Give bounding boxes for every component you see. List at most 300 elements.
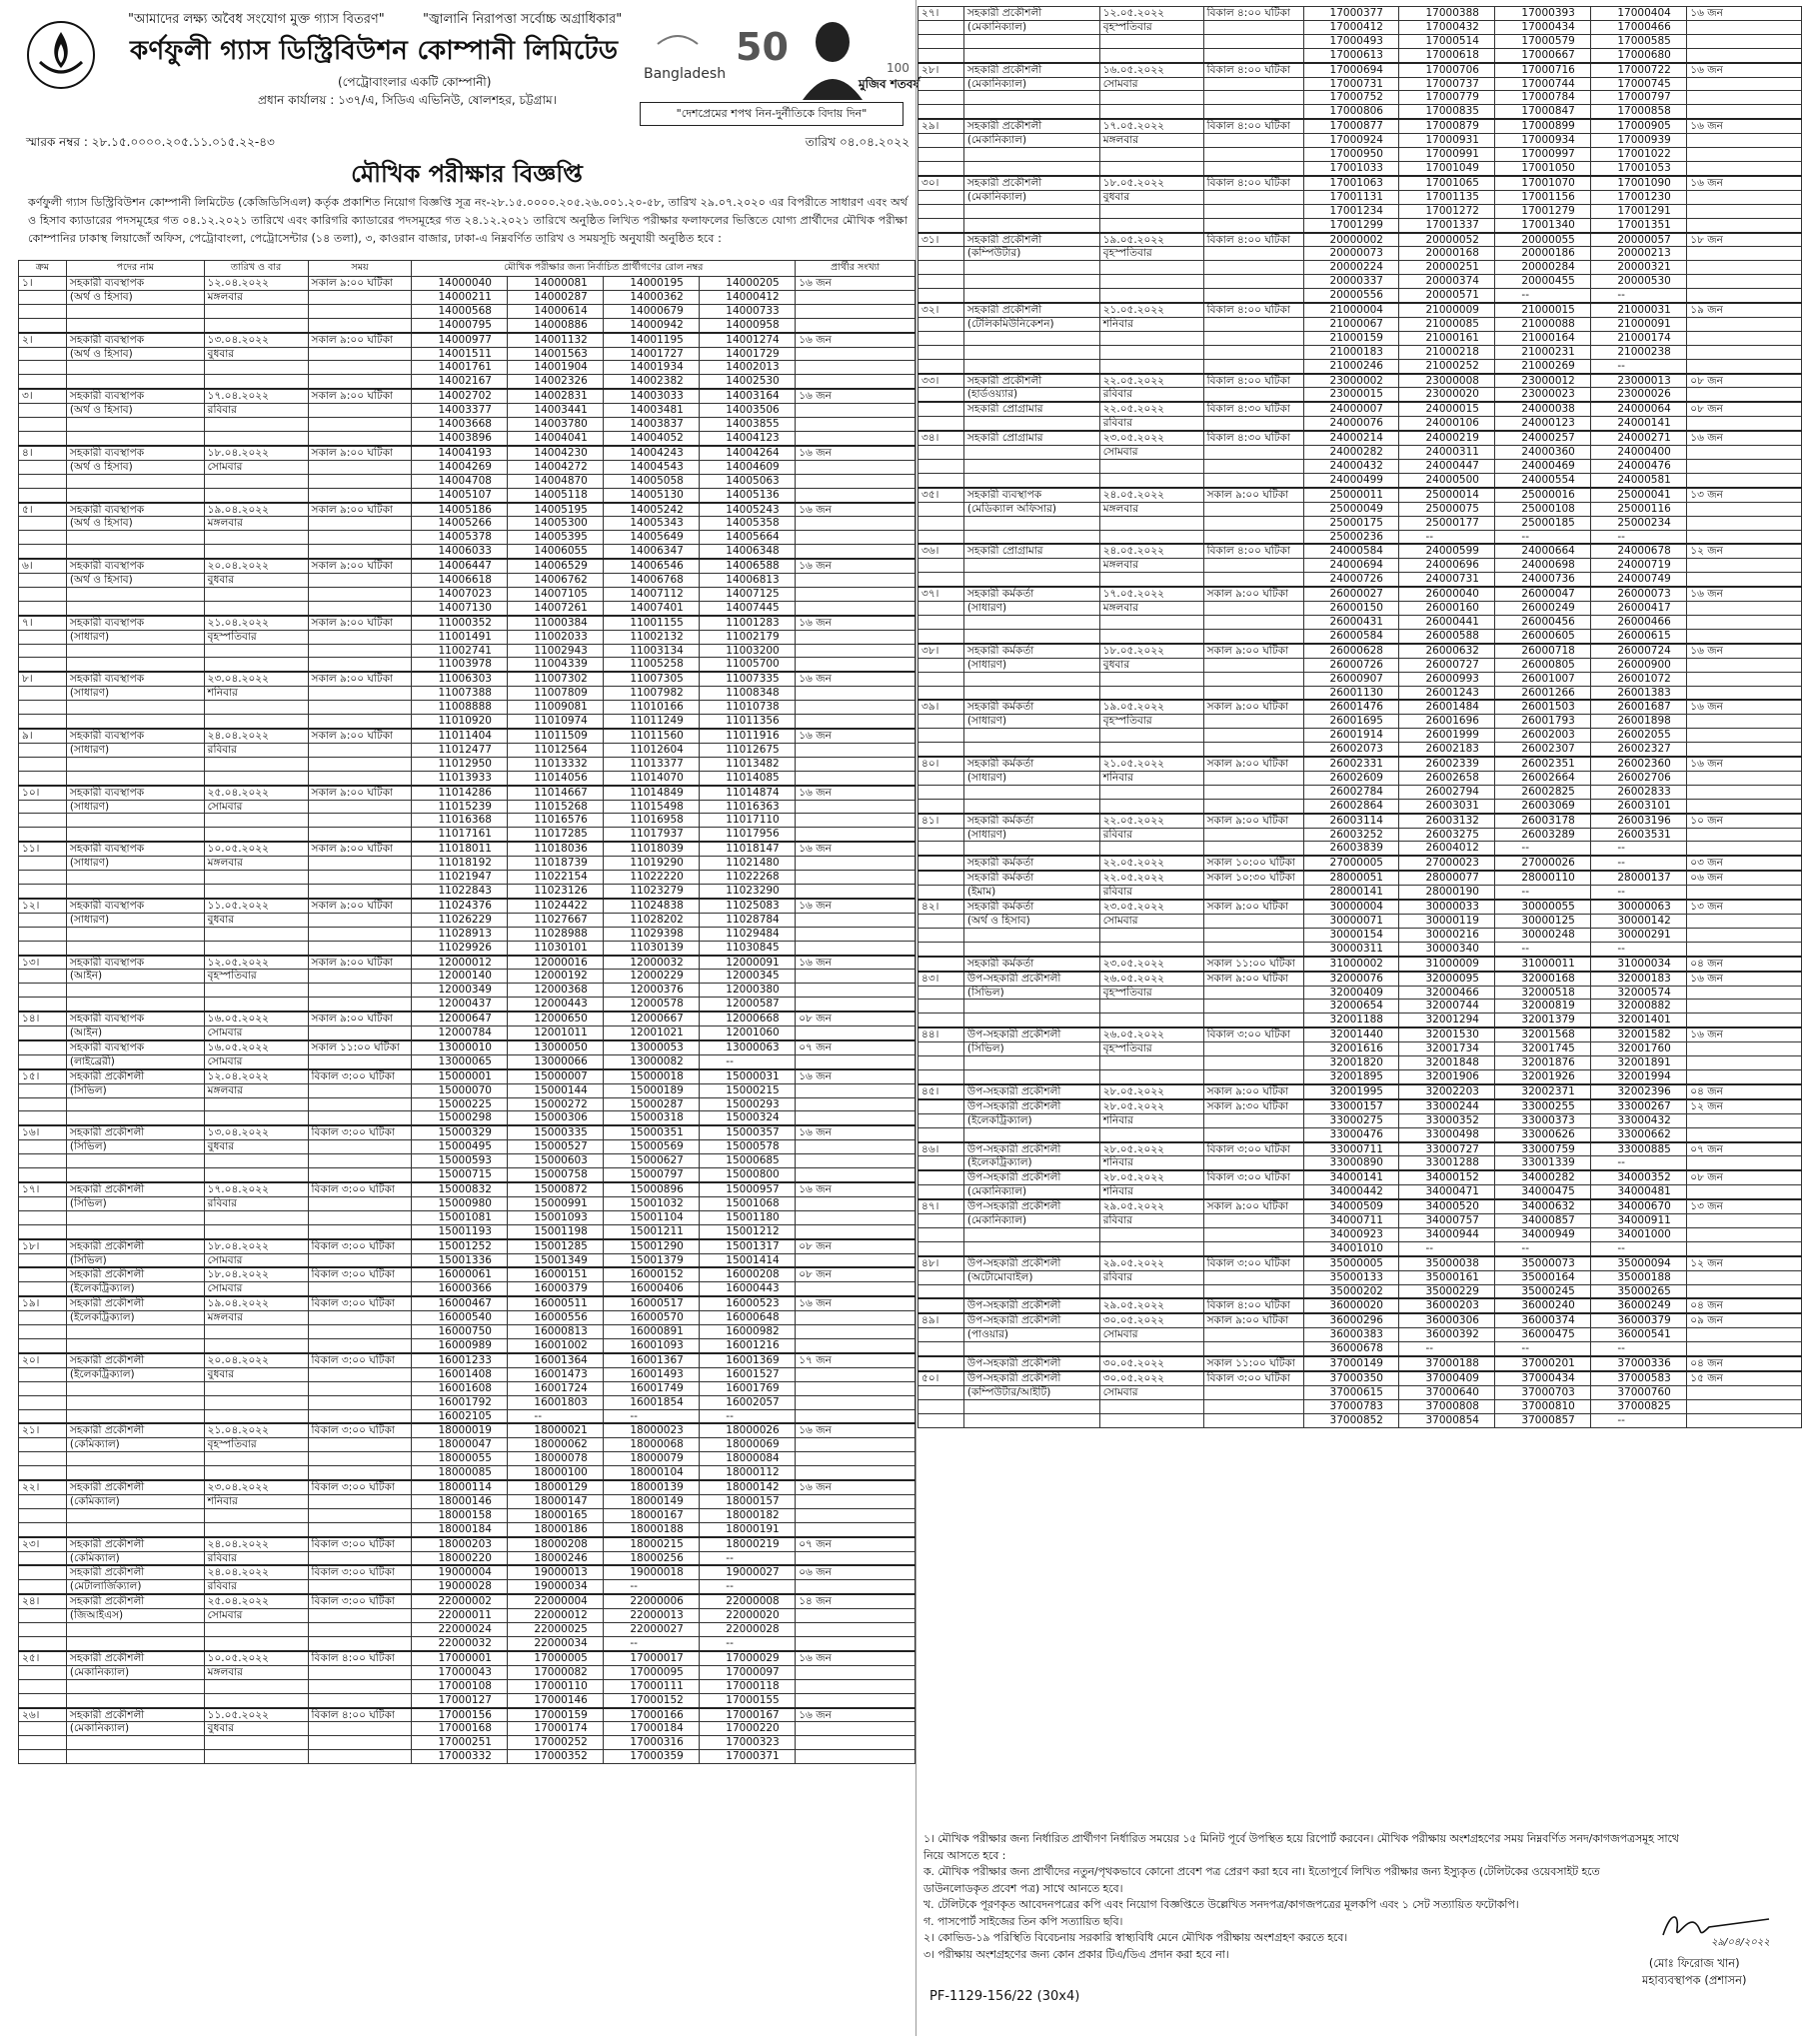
roll-cell: 20000213 — [1591, 247, 1687, 261]
table-row — [19, 687, 915, 701]
roll-cell: 11011560 — [604, 729, 700, 743]
post-cell: উপ-সহকারী প্রকৌশলী — [963, 1356, 1099, 1371]
table-row — [918, 828, 1802, 842]
table-row — [19, 956, 915, 970]
table-row — [19, 1480, 915, 1494]
roll-cell: 14001904 — [508, 361, 604, 375]
post-cell: (সাধারণ) — [66, 743, 204, 757]
roll-cell: 14001274 — [700, 333, 796, 347]
roll-cell: 37000615 — [1303, 1385, 1399, 1399]
roll-cell: 33000759 — [1495, 1142, 1591, 1156]
date-cell: বুধবার — [204, 1722, 308, 1736]
post-cell: (লাইব্রেরী) — [66, 1054, 204, 1068]
roll-cell: 16000151 — [508, 1267, 604, 1281]
roll-cell: 17000252 — [508, 1736, 604, 1750]
time-cell — [308, 361, 412, 375]
roll-cell: 17000110 — [508, 1679, 604, 1693]
roll-cell: 37000783 — [1303, 1399, 1399, 1413]
roll-cell: 23000020 — [1399, 388, 1495, 402]
time-cell: সকাল ১০:৩০ ঘটিকা — [1203, 871, 1303, 885]
roll-cell: 15001379 — [604, 1253, 700, 1267]
count-cell — [1687, 828, 1802, 842]
serial-cell — [19, 1311, 67, 1325]
serial-cell — [19, 290, 67, 304]
post-cell — [963, 417, 1099, 431]
count-cell: ১৬ জন — [796, 389, 915, 403]
note-line: ২। কোভিড-১৯ পরিস্থিতি বিবেচনায় সরকারি স্বাস্থ্যবিধি মেনে মৌখিক পরীক্ষায় অংশগ্রহণ করতে হবে। — [923, 1931, 1348, 1944]
roll-cell: 18000219 — [700, 1537, 796, 1551]
count-cell — [1687, 686, 1802, 700]
post-cell — [66, 1381, 204, 1395]
serial-cell — [19, 318, 67, 332]
roll-cell: 18000191 — [700, 1522, 796, 1536]
table-row — [918, 1313, 1802, 1327]
table-row — [918, 431, 1802, 445]
roll-cell: 21000015 — [1495, 303, 1591, 317]
roll-cell: 17001065 — [1399, 176, 1495, 190]
table-row — [918, 1142, 1802, 1156]
count-cell — [1687, 204, 1802, 218]
count-cell — [1687, 729, 1802, 743]
post-cell — [66, 771, 204, 785]
time-cell: সকাল ৯:৩০ ঘটিকা — [1203, 1099, 1303, 1113]
table-row — [918, 359, 1802, 373]
serial-cell — [918, 1227, 964, 1241]
count-cell: ১৬ জন — [1687, 431, 1802, 445]
roll-cell: 34001010 — [1303, 1241, 1399, 1255]
time-cell: সকাল ৯:০০ ঘটিকা — [308, 842, 412, 856]
date-cell — [1099, 1241, 1203, 1255]
serial-cell — [918, 1056, 964, 1070]
roll-cell: 33000432 — [1591, 1113, 1687, 1127]
table-row — [19, 757, 915, 771]
serial-cell — [918, 686, 964, 700]
time-cell — [308, 1196, 412, 1210]
roll-cell: 24000749 — [1591, 573, 1687, 587]
roll-cell: 14002831 — [508, 389, 604, 403]
roll-cell: 11011404 — [412, 729, 508, 743]
date-cell — [1099, 359, 1203, 373]
table-row — [918, 1385, 1802, 1399]
roll-cell: 30000033 — [1399, 900, 1495, 914]
time-cell: বিকাল ৩:০০ ঘটিকা — [1203, 1256, 1303, 1270]
serial-cell — [918, 915, 964, 929]
header-time: সময় — [308, 261, 412, 277]
table-row — [918, 48, 1802, 62]
roll-cell: 35000161 — [1399, 1270, 1495, 1284]
count-cell: ০৮ জন — [1687, 1170, 1802, 1184]
roll-cell: 26000466 — [1591, 615, 1687, 629]
time-cell — [308, 587, 412, 601]
roll-cell: 16001803 — [508, 1395, 604, 1409]
header-count: প্রার্থীর সংখ্যা — [796, 261, 915, 277]
roll-cell: 18000068 — [604, 1438, 700, 1452]
roll-cell: 11021947 — [412, 871, 508, 885]
schedule-table-right — [917, 6, 1802, 1428]
serial-cell: ৪৬। — [918, 1142, 964, 1156]
roll-cell: 30000340 — [1399, 942, 1495, 956]
count-cell — [1687, 743, 1802, 757]
time-cell — [308, 701, 412, 715]
roll-cell: 15000991 — [508, 1196, 604, 1210]
roll-cell: 32002371 — [1495, 1084, 1591, 1099]
roll-cell: 25000014 — [1399, 488, 1495, 502]
table-row — [19, 998, 915, 1012]
table-row — [19, 913, 915, 927]
count-cell — [1687, 275, 1802, 289]
date-cell — [1099, 743, 1203, 757]
roll-cell: 17000991 — [1399, 148, 1495, 162]
count-cell — [796, 1466, 915, 1480]
time-cell: বিকাল ৩:০০ ঘটিকা — [308, 1423, 412, 1437]
roll-cell: 18000188 — [604, 1522, 700, 1536]
roll-cell: 26001503 — [1495, 700, 1591, 714]
date-cell: ২০.০৪.২০২২ — [204, 1353, 308, 1367]
post-cell — [963, 672, 1099, 686]
roll-cell: 35000038 — [1399, 1256, 1495, 1270]
roll-cell: 36000541 — [1591, 1328, 1687, 1342]
serial-cell: ২৭। — [918, 7, 964, 21]
table-row — [19, 1097, 915, 1111]
serial-cell — [19, 1040, 67, 1054]
post-cell — [66, 828, 204, 842]
table-row — [918, 1413, 1802, 1427]
roll-cell: 12000650 — [508, 1012, 604, 1025]
roll-cell: 12000192 — [508, 970, 604, 984]
roll-cell: 26000441 — [1399, 615, 1495, 629]
roll-cell: 18000167 — [604, 1508, 700, 1522]
table-row — [19, 1210, 915, 1224]
post-cell — [963, 1127, 1099, 1141]
roll-cell: 24000476 — [1591, 460, 1687, 474]
roll-cell: 15000980 — [412, 1196, 508, 1210]
roll-cell: 35000202 — [1303, 1284, 1399, 1298]
time-cell — [308, 1154, 412, 1168]
date-cell: ২৫.০৪.২০২২ — [204, 1594, 308, 1608]
count-cell — [796, 318, 915, 332]
roll-cell: 11007302 — [508, 672, 604, 686]
post-cell: (মেকানিক্যাল) — [963, 77, 1099, 91]
roll-cell: 14002013 — [700, 361, 796, 375]
date-cell: ২২.০৫.২০২২ — [1099, 856, 1203, 871]
date-cell — [1099, 942, 1203, 956]
roll-cell: 14007105 — [508, 587, 604, 601]
table-row — [19, 984, 915, 998]
time-cell: বিকাল ৩:০০ ঘটিকা — [308, 1182, 412, 1196]
count-cell — [796, 1196, 915, 1210]
roll-cell: 16000813 — [508, 1325, 604, 1339]
serial-cell — [19, 1026, 67, 1040]
time-cell — [1203, 48, 1303, 62]
table-row — [918, 757, 1802, 771]
post-cell: (কম্পিউটার/আইটি) — [963, 1385, 1099, 1399]
roll-cell: 17000858 — [1591, 105, 1687, 119]
date-cell: ১৮.০৪.২০২২ — [204, 1239, 308, 1253]
date-cell: ১২.০৪.২০২২ — [204, 1069, 308, 1083]
table-row — [19, 672, 915, 686]
count-cell — [1687, 1342, 1802, 1356]
table-row — [918, 516, 1802, 530]
post-cell: (মেটালার্জিক্যাল) — [66, 1580, 204, 1594]
table-row — [918, 91, 1802, 105]
roll-cell: 36000392 — [1399, 1328, 1495, 1342]
roll-cell: 26002351 — [1495, 757, 1591, 771]
roll-cell: 34000711 — [1303, 1214, 1399, 1228]
roll-cell: 23000002 — [1303, 374, 1399, 388]
roll-cell: 26000588 — [1399, 629, 1495, 643]
time-cell — [1203, 317, 1303, 331]
count-cell — [796, 517, 915, 531]
roll-cell: 14005186 — [412, 503, 508, 517]
count-cell — [1687, 1284, 1802, 1298]
serial-cell: ১৫। — [19, 1069, 67, 1083]
roll-cell: 21000091 — [1591, 317, 1687, 331]
date-cell — [204, 1637, 308, 1651]
roll-cell: 22000020 — [700, 1609, 796, 1623]
roll-cell: 15001093 — [508, 1210, 604, 1224]
roll-cell: 17000095 — [604, 1665, 700, 1679]
count-cell — [796, 970, 915, 984]
roll-cell: 18000142 — [700, 1480, 796, 1494]
roll-cell: 17000393 — [1495, 7, 1591, 21]
post-cell: (অর্থ ও হিসাব) — [66, 404, 204, 418]
serial-cell — [918, 957, 964, 972]
roll-cell: 11030845 — [700, 941, 796, 955]
roll-cell: 20000002 — [1303, 233, 1399, 247]
serial-cell — [918, 502, 964, 516]
table-row — [19, 941, 915, 955]
roll-cell: 32001530 — [1399, 1027, 1495, 1041]
roll-cell: 34000475 — [1495, 1185, 1591, 1199]
count-cell — [1687, 1270, 1802, 1284]
post-cell — [963, 1241, 1099, 1255]
time-cell — [308, 828, 412, 842]
time-cell — [308, 404, 412, 418]
roll-cell: 15000578 — [700, 1140, 796, 1154]
roll-cell: 18000158 — [412, 1508, 508, 1522]
count-cell: ১৬ জন — [1687, 757, 1802, 771]
roll-cell: 26001898 — [1591, 715, 1687, 729]
roll-cell: 21000246 — [1303, 359, 1399, 373]
serial-cell — [918, 161, 964, 175]
roll-cell: 11000384 — [508, 616, 604, 630]
roll-cell: 11017110 — [700, 814, 796, 828]
date-cell: ১৭.০৪.২০২২ — [204, 1182, 308, 1196]
count-cell: ১৬ জন — [796, 1296, 915, 1310]
post-cell: সহকারী ব্যবস্থাপক — [66, 503, 204, 517]
serial-cell — [918, 218, 964, 232]
table-row — [918, 658, 1802, 672]
roll-cell: 18000021 — [508, 1423, 604, 1437]
count-cell — [796, 1438, 915, 1452]
roll-cell: 20000374 — [1399, 275, 1495, 289]
date-cell — [204, 658, 308, 672]
roll-cell: -- — [1495, 1342, 1591, 1356]
roll-cell: 26002658 — [1399, 771, 1495, 785]
roll-cell: 17000706 — [1399, 63, 1495, 77]
time-cell — [308, 1381, 412, 1395]
table-row — [19, 503, 915, 517]
time-cell — [308, 1693, 412, 1707]
roll-cell: 14007445 — [700, 601, 796, 615]
serial-cell — [918, 331, 964, 345]
post-cell — [963, 105, 1099, 119]
serial-cell — [19, 884, 67, 898]
post-cell: (কেমিক্যাল) — [66, 1551, 204, 1565]
post-cell — [963, 799, 1099, 813]
table-row — [918, 77, 1802, 91]
table-row — [19, 1466, 915, 1480]
roll-cell: 32001820 — [1303, 1056, 1399, 1070]
count-cell — [1687, 602, 1802, 616]
roll-cell: 14003780 — [508, 418, 604, 432]
serial-cell — [19, 984, 67, 998]
count-cell — [796, 574, 915, 588]
count-cell: ১২ জন — [1687, 1099, 1802, 1113]
roll-cell: 15001081 — [412, 1210, 508, 1224]
time-cell — [1203, 743, 1303, 757]
roll-cell: 11013933 — [412, 771, 508, 785]
serial-cell — [918, 204, 964, 218]
serial-cell — [918, 1342, 964, 1356]
roll-cell: 17000146 — [508, 1693, 604, 1707]
count-cell — [796, 1637, 915, 1651]
post-cell — [963, 785, 1099, 799]
date-cell: রবিবার — [1099, 828, 1203, 842]
roll-cell: 11016363 — [700, 800, 796, 814]
roll-cell: -- — [604, 1580, 700, 1594]
time-cell — [308, 757, 412, 771]
roll-cell: 26003252 — [1303, 828, 1399, 842]
serial-cell — [19, 644, 67, 658]
roll-cell: 20000251 — [1399, 261, 1495, 275]
count-cell: ১৬ জন — [1687, 587, 1802, 601]
post-cell — [66, 1210, 204, 1224]
roll-cell: 16001233 — [412, 1353, 508, 1367]
time-cell — [308, 431, 412, 445]
time-cell: সকাল ৯:০০ ঘটিকা — [1203, 1313, 1303, 1327]
date-cell: ২১.০৪.২০২২ — [204, 1423, 308, 1437]
roll-cell: 21000164 — [1495, 331, 1591, 345]
count-cell — [796, 1580, 915, 1594]
roll-cell: 15001336 — [412, 1253, 508, 1267]
table-row — [19, 1594, 915, 1608]
date-cell: ১০.০৫.২০২২ — [204, 842, 308, 856]
roll-cell: 21000031 — [1591, 303, 1687, 317]
count-cell — [1687, 942, 1802, 956]
roll-cell: 13000053 — [604, 1040, 700, 1054]
serial-cell — [918, 1099, 964, 1113]
roll-cell: 15000018 — [604, 1069, 700, 1083]
time-cell — [1203, 715, 1303, 729]
time-cell — [308, 1282, 412, 1296]
table-row — [918, 247, 1802, 261]
roll-cell: -- — [1591, 1241, 1687, 1255]
table-row — [19, 871, 915, 885]
date-cell: ৩০.০৫.২০২২ — [1099, 1356, 1203, 1371]
count-cell — [1687, 573, 1802, 587]
roll-cell: 26000040 — [1399, 587, 1495, 601]
roll-cell: -- — [1591, 530, 1687, 544]
date-cell — [1099, 629, 1203, 643]
roll-cell: 17001156 — [1495, 190, 1591, 204]
post-cell: সহকারী প্রকৌশলী — [66, 1296, 204, 1310]
count-cell: ১৯ জন — [1687, 303, 1802, 317]
serial-cell: ৬। — [19, 559, 67, 573]
date-cell: মঙ্গলবার — [204, 1665, 308, 1679]
serial-cell: ১১। — [19, 842, 67, 856]
table-row — [918, 303, 1802, 317]
roll-cell: 14005130 — [604, 488, 700, 502]
time-cell — [1203, 417, 1303, 431]
post-cell — [66, 927, 204, 941]
roll-cell: -- — [1591, 942, 1687, 956]
roll-cell: 17000899 — [1495, 119, 1591, 133]
roll-cell: 11012477 — [412, 743, 508, 757]
roll-cell: 13000066 — [508, 1054, 604, 1068]
table-row — [19, 1140, 915, 1154]
roll-cell: 32001745 — [1495, 1042, 1591, 1056]
serial-cell — [918, 20, 964, 34]
roll-cell: 26001695 — [1303, 715, 1399, 729]
count-cell — [1687, 77, 1802, 91]
roll-cell: 11014085 — [700, 771, 796, 785]
date-cell: ২৫.০৪.২০২২ — [204, 786, 308, 800]
serial-cell — [19, 743, 67, 757]
post-cell: সহকারী প্রোগ্রামার — [963, 402, 1099, 416]
date-cell: শনিবার — [204, 687, 308, 701]
serial-cell — [19, 1140, 67, 1154]
roll-cell: 18000112 — [700, 1466, 796, 1480]
roll-cell: 24000694 — [1303, 559, 1399, 573]
serial-cell — [19, 1551, 67, 1565]
roll-cell: 32001848 — [1399, 1056, 1495, 1070]
post-cell: উপ-সহকারী প্রকৌশলী — [963, 1298, 1099, 1313]
roll-cell: 13000065 — [412, 1054, 508, 1068]
serial-cell — [19, 587, 67, 601]
post-cell — [66, 488, 204, 502]
roll-cell: 11007305 — [604, 672, 700, 686]
date-cell: সোমবার — [1099, 77, 1203, 91]
serial-cell — [19, 1508, 67, 1522]
date-cell — [204, 1693, 308, 1707]
serial-cell: ৩৯। — [918, 700, 964, 714]
roll-cell: -- — [700, 1580, 796, 1594]
time-cell — [1203, 473, 1303, 487]
roll-cell: 32001379 — [1495, 1014, 1591, 1027]
serial-cell — [918, 729, 964, 743]
post-cell — [66, 644, 204, 658]
table-row — [918, 1042, 1802, 1056]
roll-cell: 17001049 — [1399, 161, 1495, 175]
date-cell: শনিবার — [204, 1494, 308, 1508]
count-cell — [796, 1609, 915, 1623]
roll-cell: 17000251 — [412, 1736, 508, 1750]
roll-cell: 19000027 — [700, 1565, 796, 1579]
roll-cell: 17001090 — [1591, 176, 1687, 190]
roll-cell: 24000360 — [1495, 446, 1591, 460]
date-cell: সোমবার — [204, 800, 308, 814]
time-cell — [1203, 34, 1303, 48]
time-cell — [1203, 1342, 1303, 1356]
roll-cell: 25000185 — [1495, 516, 1591, 530]
date-cell — [204, 715, 308, 729]
time-cell: সকাল ৯:০০ ঘটিকা — [1203, 814, 1303, 828]
table-row — [918, 928, 1802, 942]
roll-cell: 17000905 — [1591, 119, 1687, 133]
roll-cell: 14003855 — [700, 418, 796, 432]
roll-cell: 16000152 — [604, 1267, 700, 1281]
